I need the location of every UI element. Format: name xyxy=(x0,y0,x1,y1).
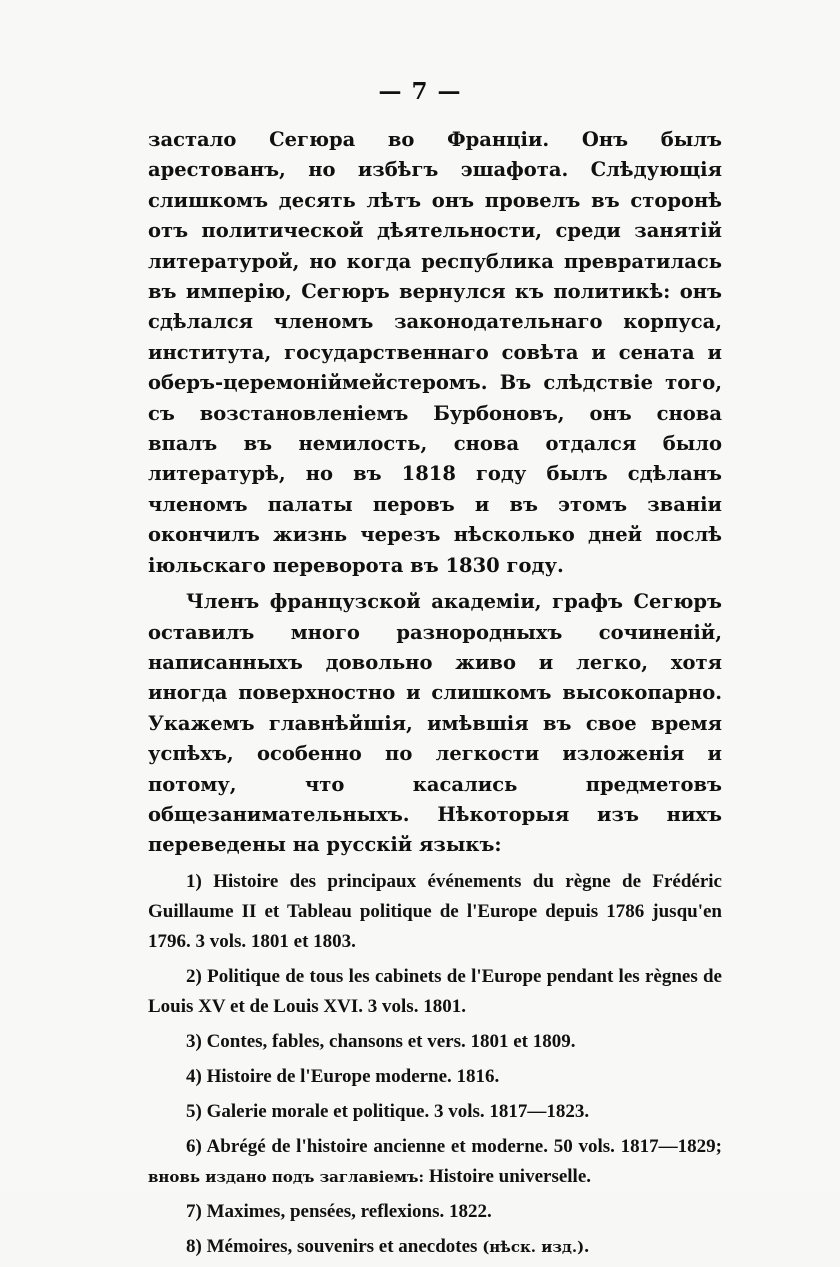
list-item-text: 6) Abrégé de l'histoire ancienne et moderne. 50 vols. 1817—1829; xyxy=(186,1135,722,1157)
list-item xyxy=(148,1132,722,1192)
list-item xyxy=(148,1232,722,1262)
list-item: 2) Politique de tous les cabinets de l'Europe pendant les règnes de Louis XV et de Louis XVI. 3 vols. 1801. xyxy=(148,965,722,1017)
list-item-tail: Histoire universelle. xyxy=(424,1165,592,1187)
page-number: — 7 — xyxy=(378,78,462,105)
main-text xyxy=(148,125,722,1267)
list-item: 1) Histoire des principaux événements du règne de Frédéric Guillaume II et Tableau politique de l'Europe depuis 1786 jusqu'en 1796. 3 vols. 1801 et 1803. xyxy=(148,870,722,952)
works-list xyxy=(148,867,722,1262)
list-item: 3) Contes, fables, chansons et vers. 1801 et 1809. xyxy=(186,1030,576,1052)
list-item-tail: . xyxy=(584,1235,590,1257)
list-item: 4) Histoire de l'Europe moderne. 1816. xyxy=(186,1065,500,1087)
list-item-text: 8) Mémoires, souvenirs et anecdotes xyxy=(186,1235,483,1257)
list-item-note: (нѣск. изд.) xyxy=(482,1237,585,1256)
paragraph-2: Членъ французской академіи, графъ Сегюръ оставилъ много разнородныхъ сочиненій, написанныхъ довольно живо и легко, хотя иногда поверхностно и слишкомъ высокопарно. Укажемъ главнѣйшія, имѣвшія въ свое время успѣхъ, особенно по легкости изложенія и потому, что касались предметовъ общезанимательныхъ. Нѣкоторыя изъ нихъ переведены на русскій языкъ: xyxy=(148,590,722,857)
list-item: 7) Maximes, pensées, reflexions. 1822. xyxy=(186,1200,492,1222)
list-item: 5) Galerie morale et politique. 3 vols. 1817—1823. xyxy=(186,1100,590,1122)
list-item-note: вновь издано подъ заглавіемъ: xyxy=(148,1167,425,1186)
paragraph-1: застало Сегюра во Франціи. Онъ былъ арестованъ, но избѣгъ эшафота. Слѣдующія слишкомъ десять лѣтъ онъ провелъ въ сторонѣ отъ политической дѣятельности, среди занятій литературой, но когда республика превратилась въ имперію, Сегюръ вернулся къ политикѣ: онъ сдѣлался членомъ законодательнаго корпуса, института, государственнаго совѣта и сената и оберъ-церемоніймейстеромъ. Въ слѣдствіе того, съ возстановленіемъ Бурбоновъ, онъ снова впалъ въ немилость, снова отдался было литературѣ, но въ 1818 году былъ сдѣланъ членомъ палаты перовъ и въ этомъ званіи окончилъ жизнь черезъ нѣсколько дней послѣ іюльскаго переворота въ 1830 году. xyxy=(148,128,722,577)
